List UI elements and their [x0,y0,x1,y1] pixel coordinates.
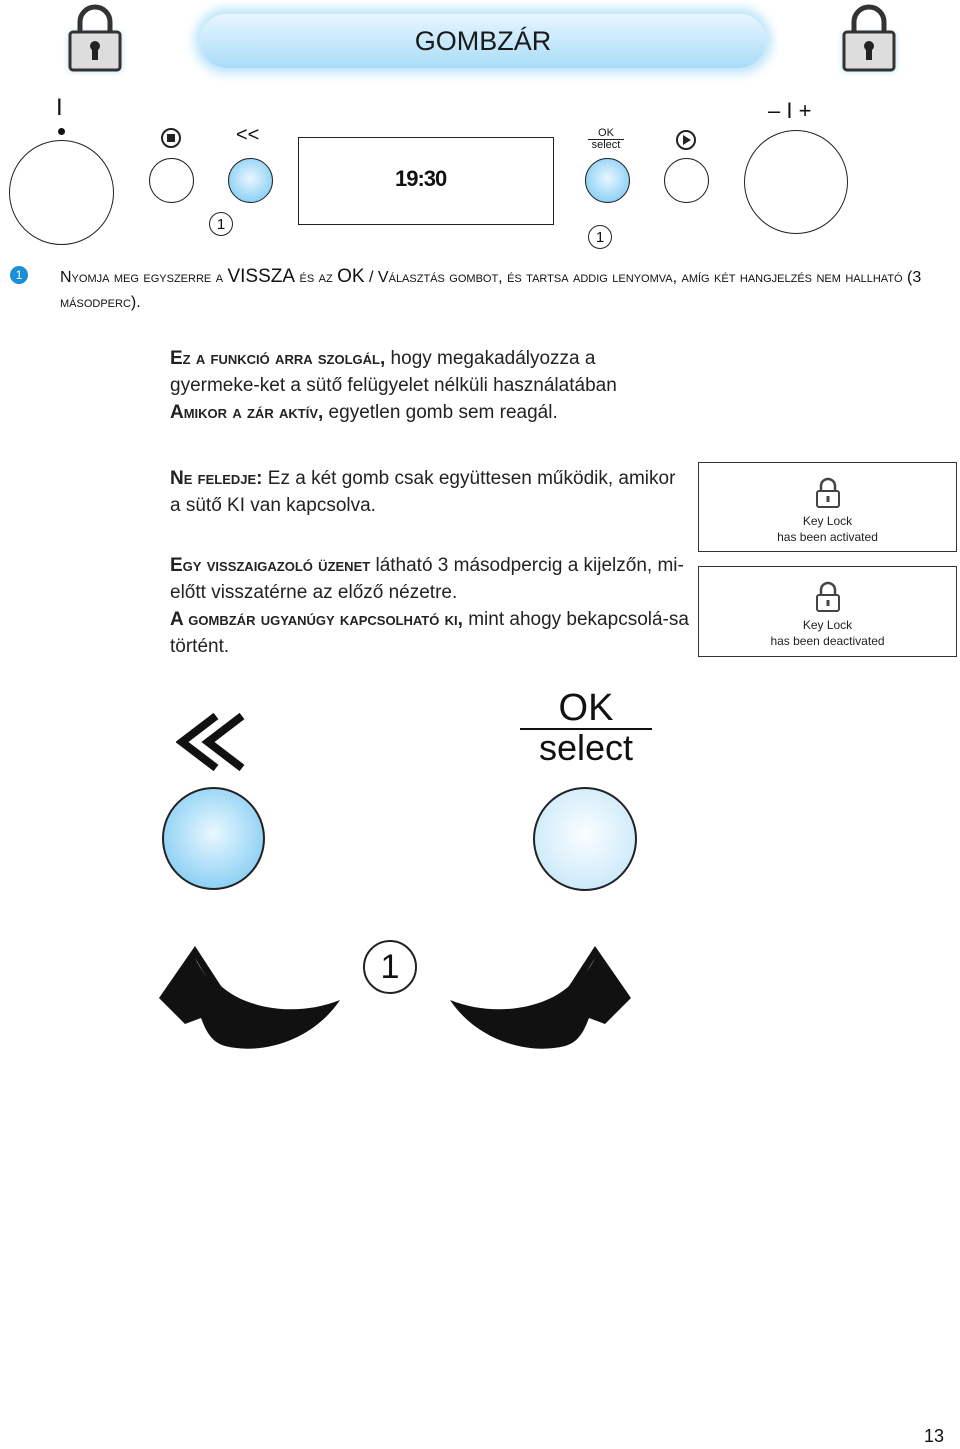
step-marker-large: 1 [363,940,417,994]
paragraph-purpose: Ez a funkció arra szolgál, hogy megakadályozza a gyermeke-ket a sütő felügyelet nélküli használatában Amikor a zár aktív, egyetlen gomb sem reagál. [170,348,617,423]
ok-select-large-label [520,688,652,766]
title-banner [200,14,766,68]
lock-icon-right [836,2,902,76]
ok-select-button[interactable] [585,158,630,203]
paragraph-note: Ne feledje: Ez a két gomb csak együttesen működik, amikor a sütő KI van kapcsolva. [170,468,676,516]
ok-select-button-large[interactable] [533,787,637,891]
step-number-badge: 1 [10,266,28,284]
step-instruction: Nyomja meg egyszerre a VISSZA és az OK / Választás gombot, és tartsa addig lenyomva, amíg két hangjelzés nem hallható (3 másodperc). [60,266,922,311]
step-marker-back: 1 [209,212,233,236]
page-number: 13 [923,1426,944,1446]
page-title: GOMBZÁR [414,25,552,56]
ok-label: OK [598,127,614,139]
minus-plus-label: – I + [768,98,812,123]
arrow-right-press-icon [445,938,635,1058]
back-button-large[interactable] [162,787,265,890]
play-icon [675,129,697,151]
back-arrows-icon [176,712,248,772]
stop-icon [160,127,182,149]
lock-icon-left [62,2,128,76]
knob-indicator-dot [58,128,65,135]
back-button[interactable] [228,158,273,203]
ok-select-label [588,128,624,151]
start-button[interactable] [664,158,709,203]
unlock-icon [814,581,842,613]
right-knob[interactable] [744,130,848,234]
power-label: I [56,94,63,121]
message-deactivated: Key Lock has been deactivated [698,566,957,657]
arrow-left-press-icon [155,938,345,1058]
lock-icon [814,477,842,509]
back-label: << [236,124,260,146]
ok-large-label: OK [558,687,614,729]
select-label: select [588,139,624,151]
step-marker-ok: 1 [588,225,612,249]
left-knob[interactable] [9,140,114,245]
display-time: 19:30 [395,166,447,191]
paragraph-confirmation: Egy visszaigazoló üzenet látható 3 másodpercig a kijelzőn, mi-előtt visszatérne az előző nézetre. A gombzár ugyanúgy kapcsolható ki, mint ahogy bekapcsolá-sa történt. [170,555,689,657]
message-activated: Key Lock has been activated [698,462,957,552]
select-large-label: select [520,728,652,766]
stop-button[interactable] [149,158,194,203]
